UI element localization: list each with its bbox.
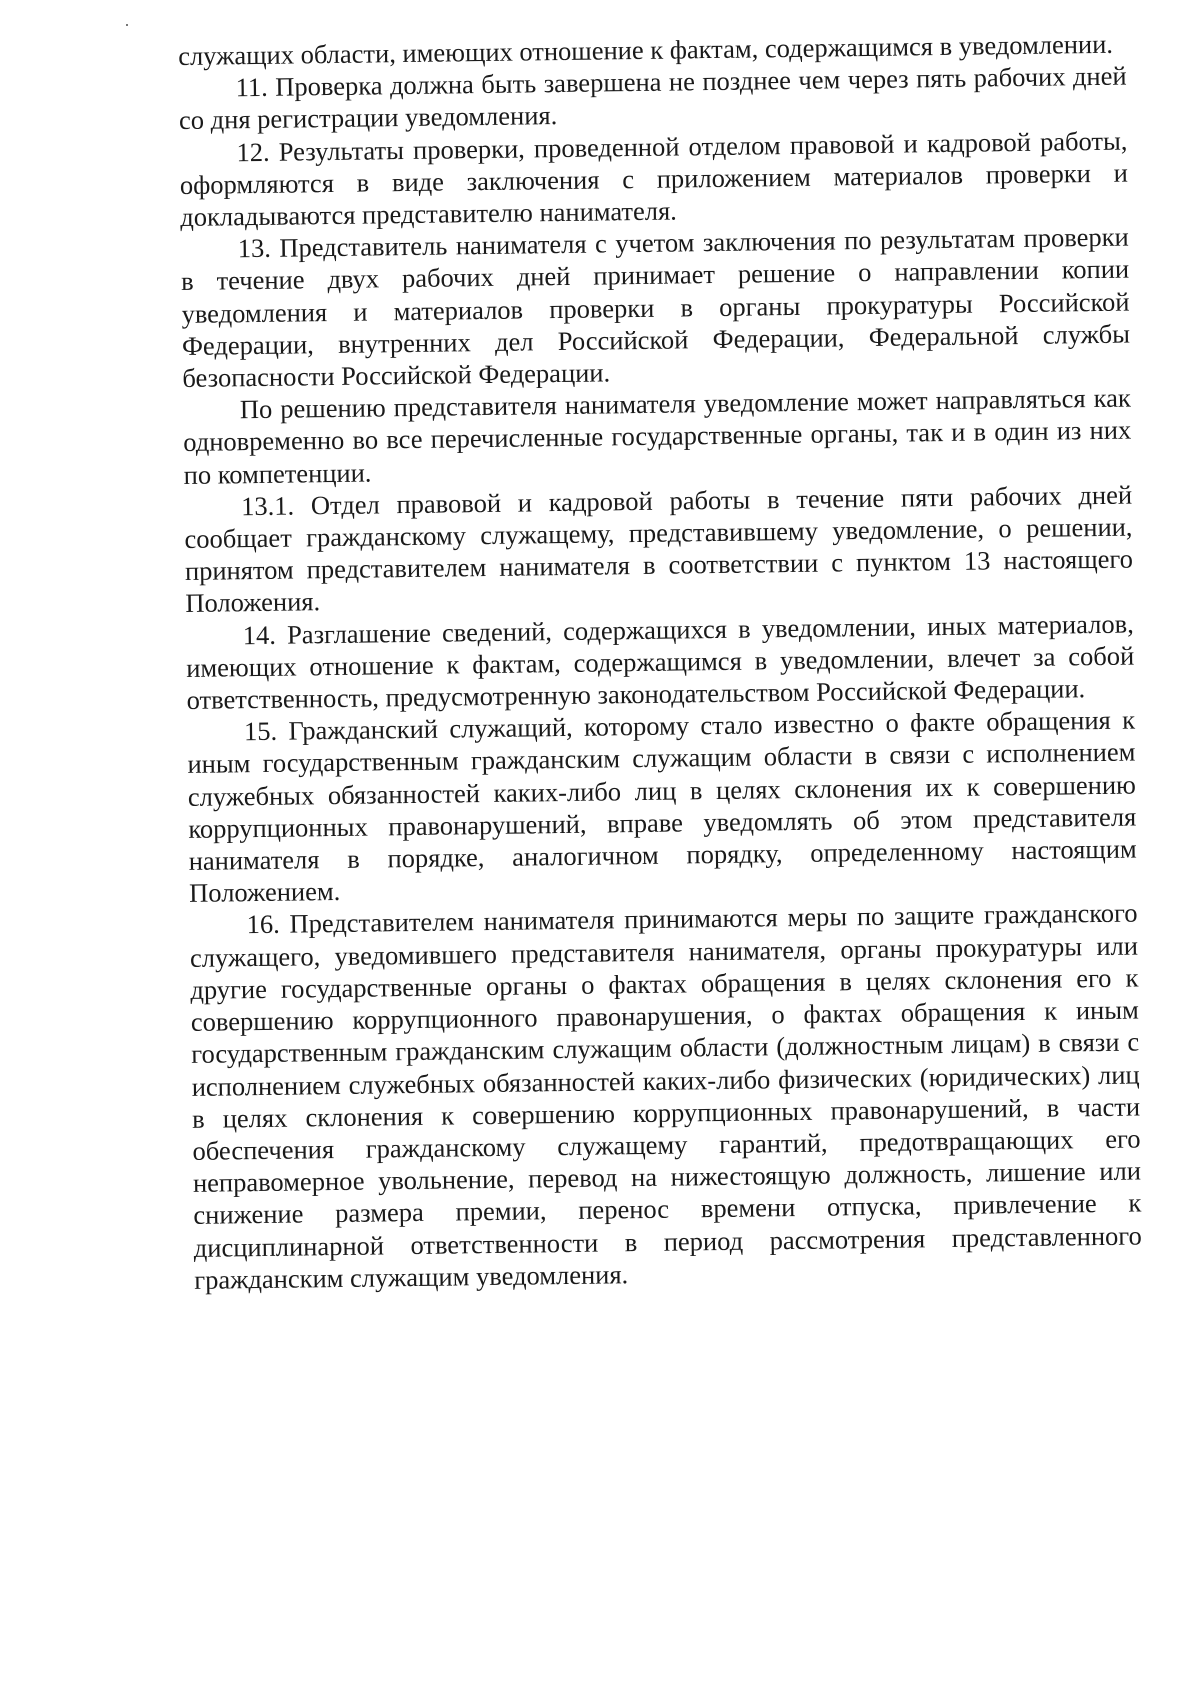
paragraph-continuation: служащих области, имеющих отношение к фактам, содержащимся в уведомлении. [178,28,1114,71]
scan-speck [126,24,128,26]
document-body [178,28,1142,1296]
paragraph-13: 13. Представитель нанимателя с учетом заключения по результатам проверки в течение двух рабочих дней принимает решение о направлении копии уведомления и материалов проверки в органы прокуратуры Российской Федерации, внутренних дел Российской Федерации, Федеральной службы безопасности Российской Федерации. [180,221,1131,394]
paragraph-16: 16. Представителем нанимателя принимаются меры по защите гражданского служащего, уведомившего представителя нанимателя, органы прокуратуры или другие государственные органы о фактах обращения в целях склонения его к совершению коррупционного правонарушения, о фактах обращения к иным государственным гражданским служащим области (должностным лицам) в связи с исполнением служебных обязанностей каких-либо физических (юридических) лиц в целях склонения к совершению коррупционных правонарушений, в части обеспечения гражданскому служащему гарантий, предотвращающих его неправомерное увольнение, перевод на нижестоящую должность, лишение или снижение размера премии, перенос времени отпуска, привлечение к дисциплинарной ответственности в период рассмотрения представленного гражданским служащим уведомления. [189,898,1142,1295]
paragraph-13-note: По решению представителя нанимателя уведомление может направляться как одновременно во все перечисленные государственные органы, так и в один из них по компетенции. [183,382,1132,490]
paragraph-15: 15. Гражданский служащий, которому стало известно о факте обращения к иным государственным гражданским служащим области в связи с исполнением служебных обязанностей каких-либо лиц в целях склонения их к совершению коррупционных правонарушений, вправе уведомлять об этом представителя нанимателя в порядке, аналогичном порядку, определенному настоящим Положением. [187,704,1137,909]
paragraph-14: 14. Разглашение сведений, содержащихся в уведомлении, иных материалов, имеющих отношение к фактам, содержащимся в уведомлении, влечет за собой ответственность, предусмотренную законодательством Российской Федерации. [186,608,1135,716]
paragraph-12: 12. Результаты проверки, проведенной отделом правовой и кадровой работы, оформляются в виде заключения с приложением материалов проверки и докладываются представителю нанимателя. [179,125,1129,232]
paragraph-11: 11. Проверка должна быть завершена не позднее чем через пять рабочих дней со дня регистрации уведомления. [178,60,1127,136]
paragraph-13-1: 13.1. Отдел правовой и кадровой работы в течение пяти рабочих дней сообщает гражданскому служащему, представившему уведомление, о решении, принятом представителем нанимателя в соответствии с пунктом 13 настоящего Положения. [184,479,1134,619]
